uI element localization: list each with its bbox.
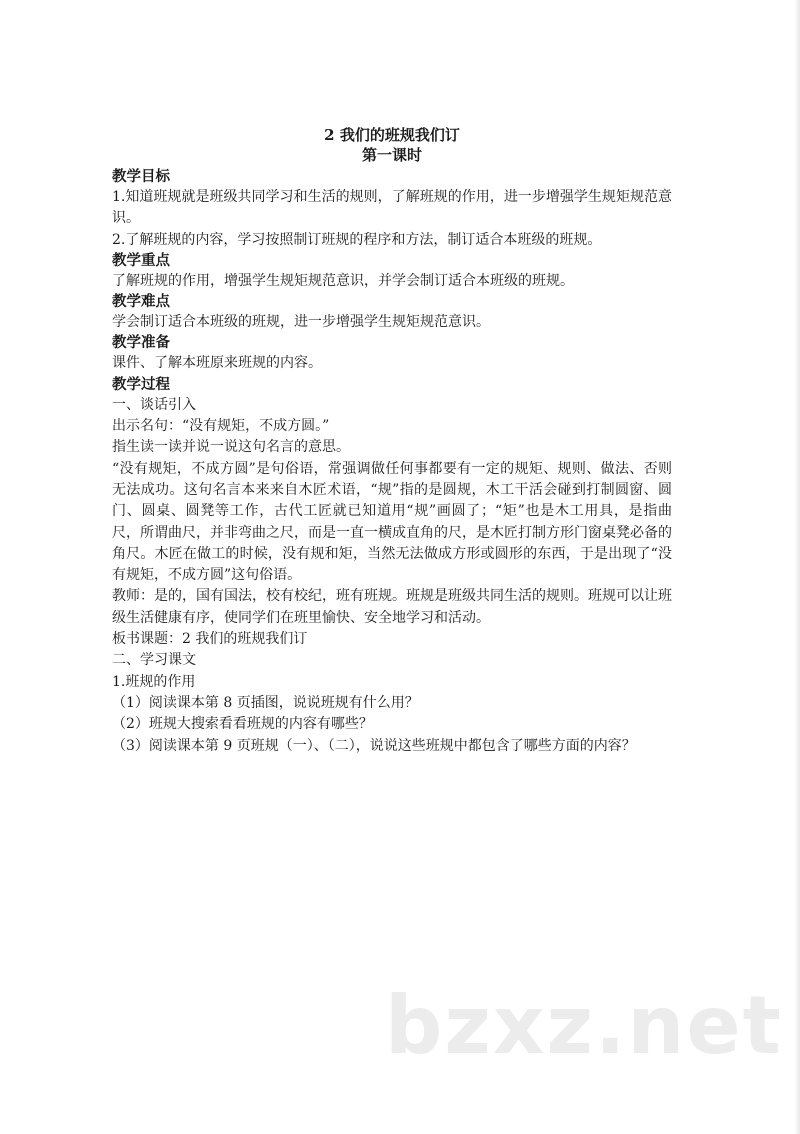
objective-paragraph: 1.知道班规就是班级共同学习和生活的规则，了解班规的作用，进一步增强学生规矩规范意识。 <box>112 189 672 227</box>
process-paragraph: 教师：是的，国有国法，校有校纪，班有班规。班规是班级共同生活的规则。班规可以让班级生活健康有序，使同学们在班里愉快、安全地学习和活动。 <box>112 588 672 626</box>
process-subheading: 1.班规的作用 <box>112 673 196 690</box>
process-list-item: （3）阅读课本第 9 页班规（一）、（二），说说这些班规中都包含了哪些方面的内容？ <box>112 737 636 754</box>
difficulties-paragraph: 学会制订适合本班级的班规，进一步增强学生规矩规范意识。 <box>112 314 490 331</box>
process-step-heading: 二、学习课文 <box>112 652 196 669</box>
objective-paragraph: 2.了解班规的内容，学习按照制订班规的程序和方法，制订适合本班级的班规。 <box>112 231 602 248</box>
document-title: 2 我们的班规我们订 <box>324 126 460 144</box>
process-paragraph: 出示名句：“没有规矩，不成方圆。” <box>112 418 330 435</box>
process-paragraph: “没有规矩，不成方圆”是句俗语，常强调做任何事都要有一定的规矩、规则、做法、否则无法成功。这句名言本来来自木匠术语，“规”指的是圆规，木工干活会碰到打制圆窗、圆门、圆桌、圆凳等工作，古代工匠就已知道用“规”画圆了；“矩”也是木工用具，是指曲尺，所谓曲尺，并非弯曲之尺，而是一直一横成直角的尺，是木匠打制方形门窗桌凳必备的角尺。木匠在做工的时候，没有规和矩，当然无法做成方形或圆形的东西，于是出现了“没有规矩，不成方圆”这句俗语。 <box>112 460 672 584</box>
process-step-heading: 一、谈话引入 <box>112 396 196 413</box>
preparation-paragraph: 课件、了解本班原来班规的内容。 <box>112 355 322 372</box>
section-heading-key-points: 教学重点 <box>112 251 170 269</box>
page-edge-shadow <box>794 0 800 1134</box>
document-body <box>112 126 672 757</box>
section-heading-process: 教学过程 <box>112 375 170 393</box>
process-list-item: （2）班规大搜索看看班规的内容有哪些？ <box>112 716 373 733</box>
section-heading-preparation: 教学准备 <box>112 334 170 352</box>
process-list-item: （1）阅读课本第 8 页插图，说说班规有什么用？ <box>112 694 419 711</box>
document-subtitle: 第一课时 <box>361 146 422 164</box>
watermark: bzxz.net <box>385 979 783 1072</box>
process-paragraph: 板书课题：2 我们的班规我们订 <box>112 631 308 648</box>
section-heading-objectives: 教学目标 <box>112 168 170 185</box>
section-heading-difficulties: 教学难点 <box>112 293 170 311</box>
process-paragraph: 指生读一读并说一说这句名言的意思。 <box>112 439 350 456</box>
key-points-paragraph: 了解班规的作用，增强学生规矩规范意识，并学会制订适合本班级的班规。 <box>112 272 574 289</box>
